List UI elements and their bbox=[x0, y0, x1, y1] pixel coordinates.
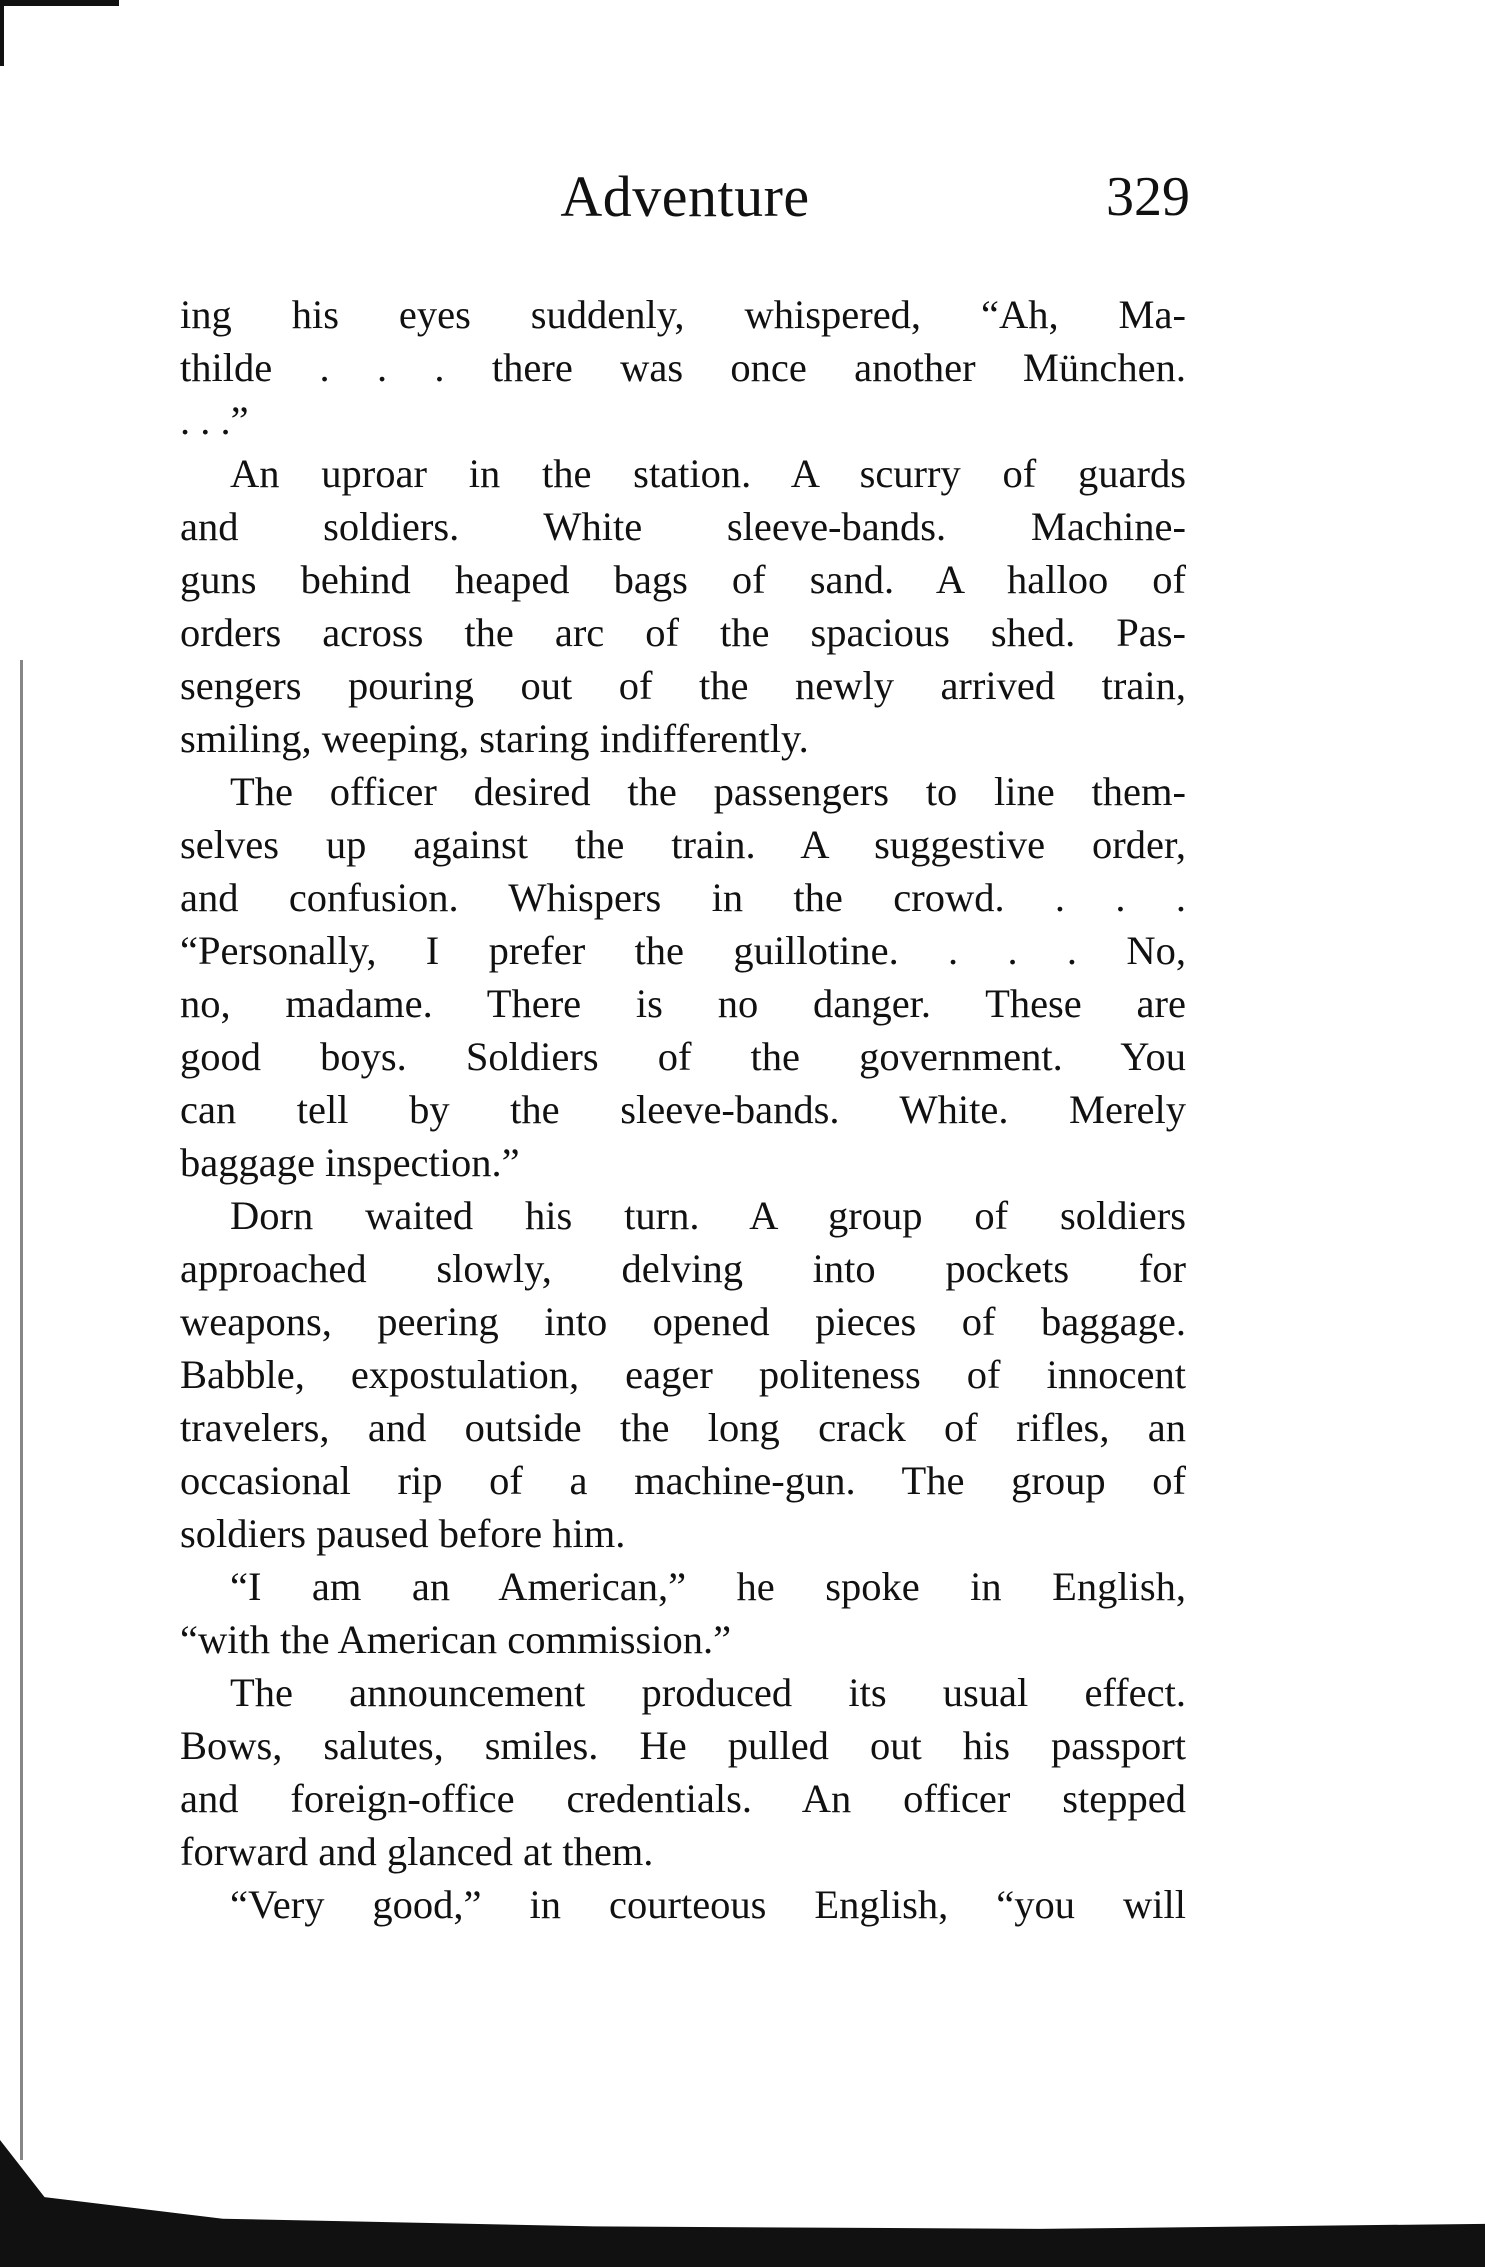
text-line: The announcement produced its usual effect. bbox=[230, 1670, 1186, 1715]
text-line: Dorn waited his turn. A group of soldiers bbox=[230, 1193, 1186, 1238]
text-line: orders across the arc of the spacious shed. Pas- bbox=[180, 610, 1186, 655]
text-line: selves up against the train. A suggestive order, bbox=[180, 822, 1186, 867]
text-line: forward and glanced at them. bbox=[180, 1829, 654, 1874]
text-line: and soldiers. White sleeve-bands. Machine- bbox=[180, 504, 1186, 549]
text-line: approached slowly, delving into pockets for bbox=[180, 1246, 1186, 1291]
text-line: thilde . . . there was once another München. bbox=[180, 345, 1186, 390]
text-line: occasional rip of a machine-gun. The group of bbox=[180, 1458, 1186, 1503]
text-line: baggage inspection.” bbox=[180, 1140, 520, 1185]
text-line: Babble, expostulation, eager politeness of innocent bbox=[180, 1352, 1186, 1397]
page-number: 329 bbox=[1106, 166, 1190, 228]
scan-bottom-shadow bbox=[0, 2140, 1485, 2267]
text-line: soldiers paused before him. bbox=[180, 1511, 626, 1556]
text-line: ing his eyes suddenly, whispered, “Ah, Ma- bbox=[180, 292, 1186, 337]
running-head bbox=[180, 162, 1190, 232]
page-title: Adventure bbox=[560, 164, 810, 229]
text-line: Bows, salutes, smiles. He pulled out his passport bbox=[180, 1723, 1186, 1768]
text-line: and confusion. Whispers in the crowd. . . . bbox=[180, 875, 1186, 920]
text-line: good boys. Soldiers of the government. You bbox=[180, 1034, 1186, 1079]
body-text bbox=[180, 288, 1186, 1931]
text-line: “Personally, I prefer the guillotine. . . . No, bbox=[180, 928, 1186, 973]
text-line: The officer desired the passengers to line them- bbox=[230, 769, 1186, 814]
scan-page-edge bbox=[20, 660, 23, 2160]
text-line: no, madame. There is no danger. These are bbox=[180, 981, 1186, 1026]
text-line: “Very good,” in courteous English, “you will bbox=[230, 1882, 1186, 1927]
text-line: weapons, peering into opened pieces of baggage. bbox=[180, 1299, 1186, 1344]
text-line: smiling, weeping, staring indifferently. bbox=[180, 716, 809, 761]
text-line: guns behind heaped bags of sand. A halloo of bbox=[180, 557, 1186, 602]
text-line: An uproar in the station. A scurry of guards bbox=[230, 451, 1186, 496]
text-line: “I am an American,” he spoke in English, bbox=[230, 1564, 1186, 1609]
text-line: . . .” bbox=[180, 398, 249, 443]
scan-corner-mark bbox=[0, 0, 119, 66]
text-line: travelers, and outside the long crack of rifles, an bbox=[180, 1405, 1186, 1450]
text-line: “with the American commission.” bbox=[180, 1617, 732, 1662]
text-line: and foreign-office credentials. An officer stepped bbox=[180, 1776, 1186, 1821]
text-line: sengers pouring out of the newly arrived train, bbox=[180, 663, 1186, 708]
text-line: can tell by the sleeve-bands. White. Merely bbox=[180, 1087, 1186, 1132]
